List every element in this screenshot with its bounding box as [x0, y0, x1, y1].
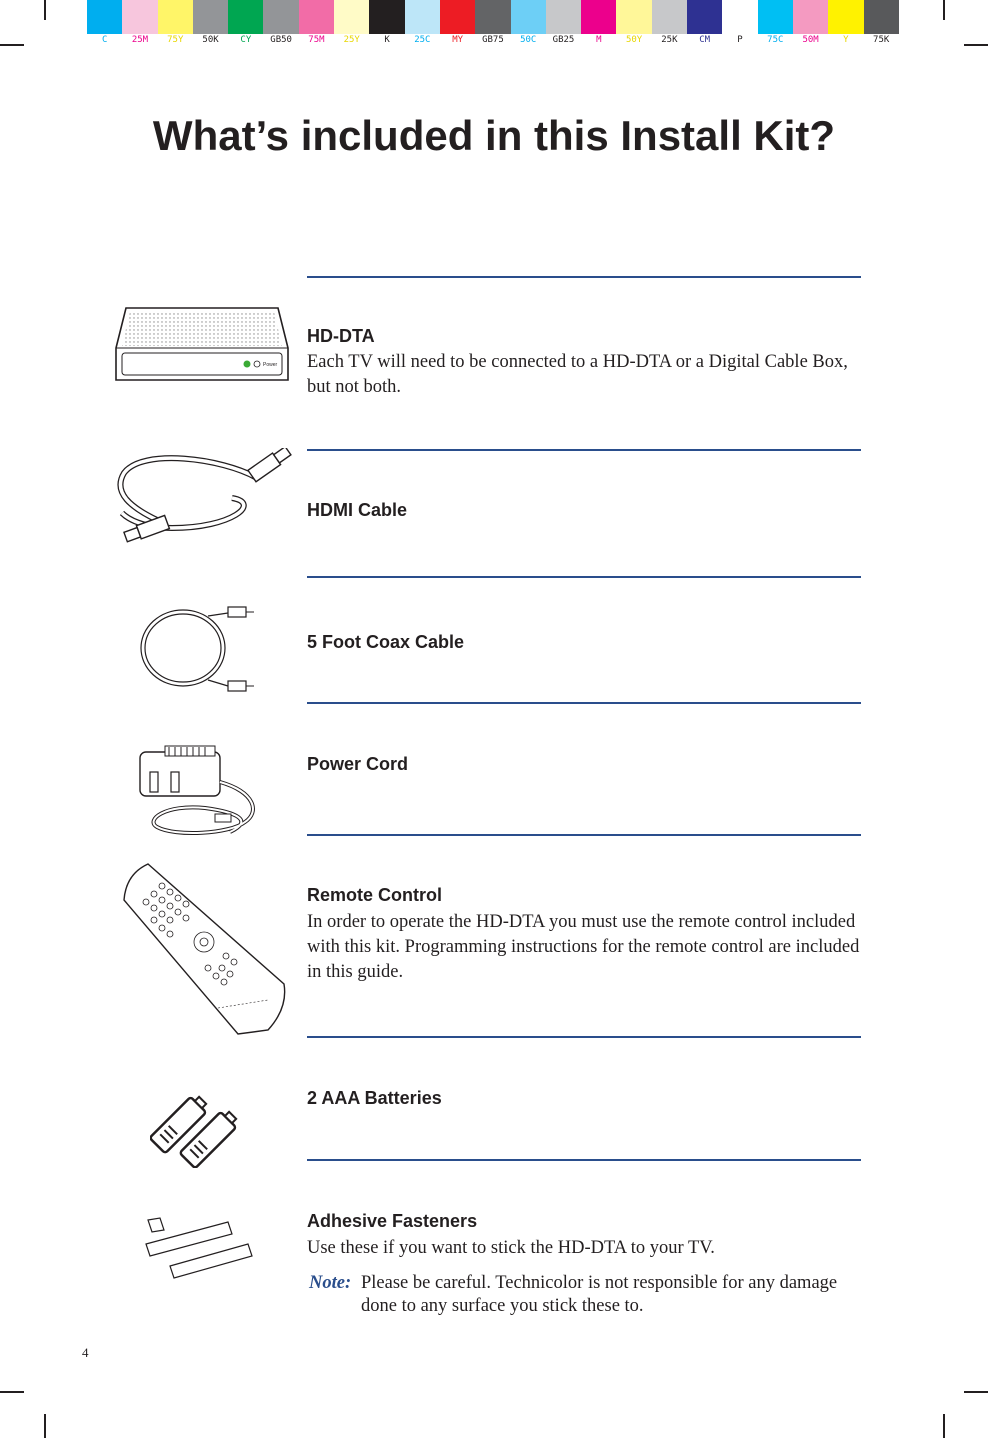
- color-swatch-label: MY: [452, 35, 464, 45]
- power-led-icon: [244, 361, 251, 368]
- color-swatch-label: 75K: [873, 35, 890, 45]
- adhesive-fasteners-illustration: [140, 1214, 260, 1284]
- crop-mark: [943, 1414, 945, 1438]
- print-color-bar: [87, 0, 899, 34]
- remote-control-title: Remote Control: [307, 885, 442, 905]
- color-swatch-label: C: [101, 35, 108, 45]
- color-swatch: [87, 0, 122, 34]
- note-label: Note:: [309, 1273, 352, 1293]
- hd-dta-title: HD-DTA: [307, 326, 375, 346]
- aaa-batteries-illustration: [150, 1068, 250, 1168]
- crop-mark: [964, 44, 988, 46]
- crop-mark: [0, 1391, 24, 1393]
- note-text: Please be careful. Technicolor is not responsible for any damage done to any surface you stick these to.: [361, 1273, 838, 1316]
- crop-mark: [44, 1414, 46, 1438]
- color-swatch-label: Y: [843, 35, 849, 45]
- color-swatch-label: CM: [699, 35, 711, 45]
- color-swatch-label: 25C: [414, 35, 431, 45]
- color-swatch-label: 50K: [202, 35, 219, 45]
- color-swatch-label: 25K: [661, 35, 678, 45]
- divider: [307, 276, 861, 278]
- divider: [307, 1036, 861, 1038]
- color-swatch: [687, 0, 722, 34]
- print-color-labels: [87, 34, 899, 48]
- color-swatch: [652, 0, 687, 34]
- divider: [307, 702, 861, 704]
- color-swatch-label: 25M: [131, 35, 149, 45]
- color-swatch-label: 75C: [767, 35, 784, 45]
- color-swatch: [475, 0, 510, 34]
- color-swatch-label: K: [384, 35, 390, 45]
- coax-cable-illustration: [128, 598, 268, 698]
- color-swatch: [722, 0, 757, 34]
- color-swatch: [299, 0, 334, 34]
- adhesive-fasteners-description: Use these if you want to stick the HD-DTA to your TV.: [307, 1238, 715, 1258]
- color-swatch-label: CY: [240, 35, 252, 45]
- power-cord-illustration: [135, 742, 265, 846]
- color-swatch: [369, 0, 404, 34]
- crop-mark: [0, 44, 24, 46]
- divider: [307, 449, 861, 451]
- page-number: 4: [82, 1345, 89, 1360]
- color-swatch: [828, 0, 863, 34]
- color-swatch: [793, 0, 828, 34]
- color-swatch-label: M: [596, 35, 602, 45]
- crop-mark: [943, 0, 945, 20]
- color-swatch-label: 50Y: [625, 35, 643, 45]
- color-swatch: [616, 0, 651, 34]
- color-swatch-label: GB75: [482, 35, 504, 45]
- color-swatch: [193, 0, 228, 34]
- crop-mark: [44, 0, 46, 20]
- remote-control-description: In order to operate the HD-DTA you must use the remote control included with this kit. Programming instructions for the remote control are included in this guide.: [307, 912, 860, 982]
- color-swatch-label: 50M: [802, 35, 819, 45]
- hdmi-cable-title: HDMI Cable: [307, 500, 408, 520]
- color-swatch: [122, 0, 157, 34]
- batteries-title: 2 AAA Batteries: [307, 1088, 442, 1108]
- crop-mark: [964, 1391, 988, 1393]
- color-swatch: [405, 0, 440, 34]
- color-swatch-label: 50C: [520, 35, 537, 45]
- color-swatch-label: GB25: [552, 35, 575, 45]
- color-swatch-label: GB50: [270, 35, 292, 45]
- color-swatch: [758, 0, 793, 34]
- divider: [307, 1159, 861, 1161]
- color-swatch: [334, 0, 369, 34]
- color-swatch: [263, 0, 298, 34]
- hdmi-cable-illustration: [112, 448, 292, 558]
- color-swatch: [864, 0, 899, 34]
- coax-cable-title: 5 Foot Coax Cable: [307, 632, 465, 652]
- color-swatch: [511, 0, 546, 34]
- adhesive-fasteners-title: Adhesive Fasteners: [307, 1211, 478, 1231]
- color-swatch: [581, 0, 616, 34]
- color-swatch-label: 25Y: [343, 35, 360, 45]
- power-cord-title: Power Cord: [307, 754, 409, 774]
- color-swatch-label: P: [737, 35, 743, 45]
- color-swatch: [440, 0, 475, 34]
- color-swatch: [546, 0, 581, 34]
- page-title: What’s included in this Install Kit?: [152, 112, 836, 159]
- power-label: Power: [263, 362, 278, 368]
- remote-control-illustration: [118, 858, 290, 1038]
- color-swatch-label: 75Y: [167, 35, 184, 45]
- color-swatch: [228, 0, 263, 34]
- hd-dta-box-illustration: [112, 300, 292, 390]
- divider: [307, 834, 861, 836]
- color-swatch: [158, 0, 193, 34]
- note-block: [309, 1272, 869, 1318]
- divider: [307, 576, 861, 578]
- color-swatch-label: 75M: [308, 35, 325, 45]
- hd-dta-description: Each TV will need to be connected to a HD-DTA or a Digital Cable Box, but not both.: [307, 352, 848, 397]
